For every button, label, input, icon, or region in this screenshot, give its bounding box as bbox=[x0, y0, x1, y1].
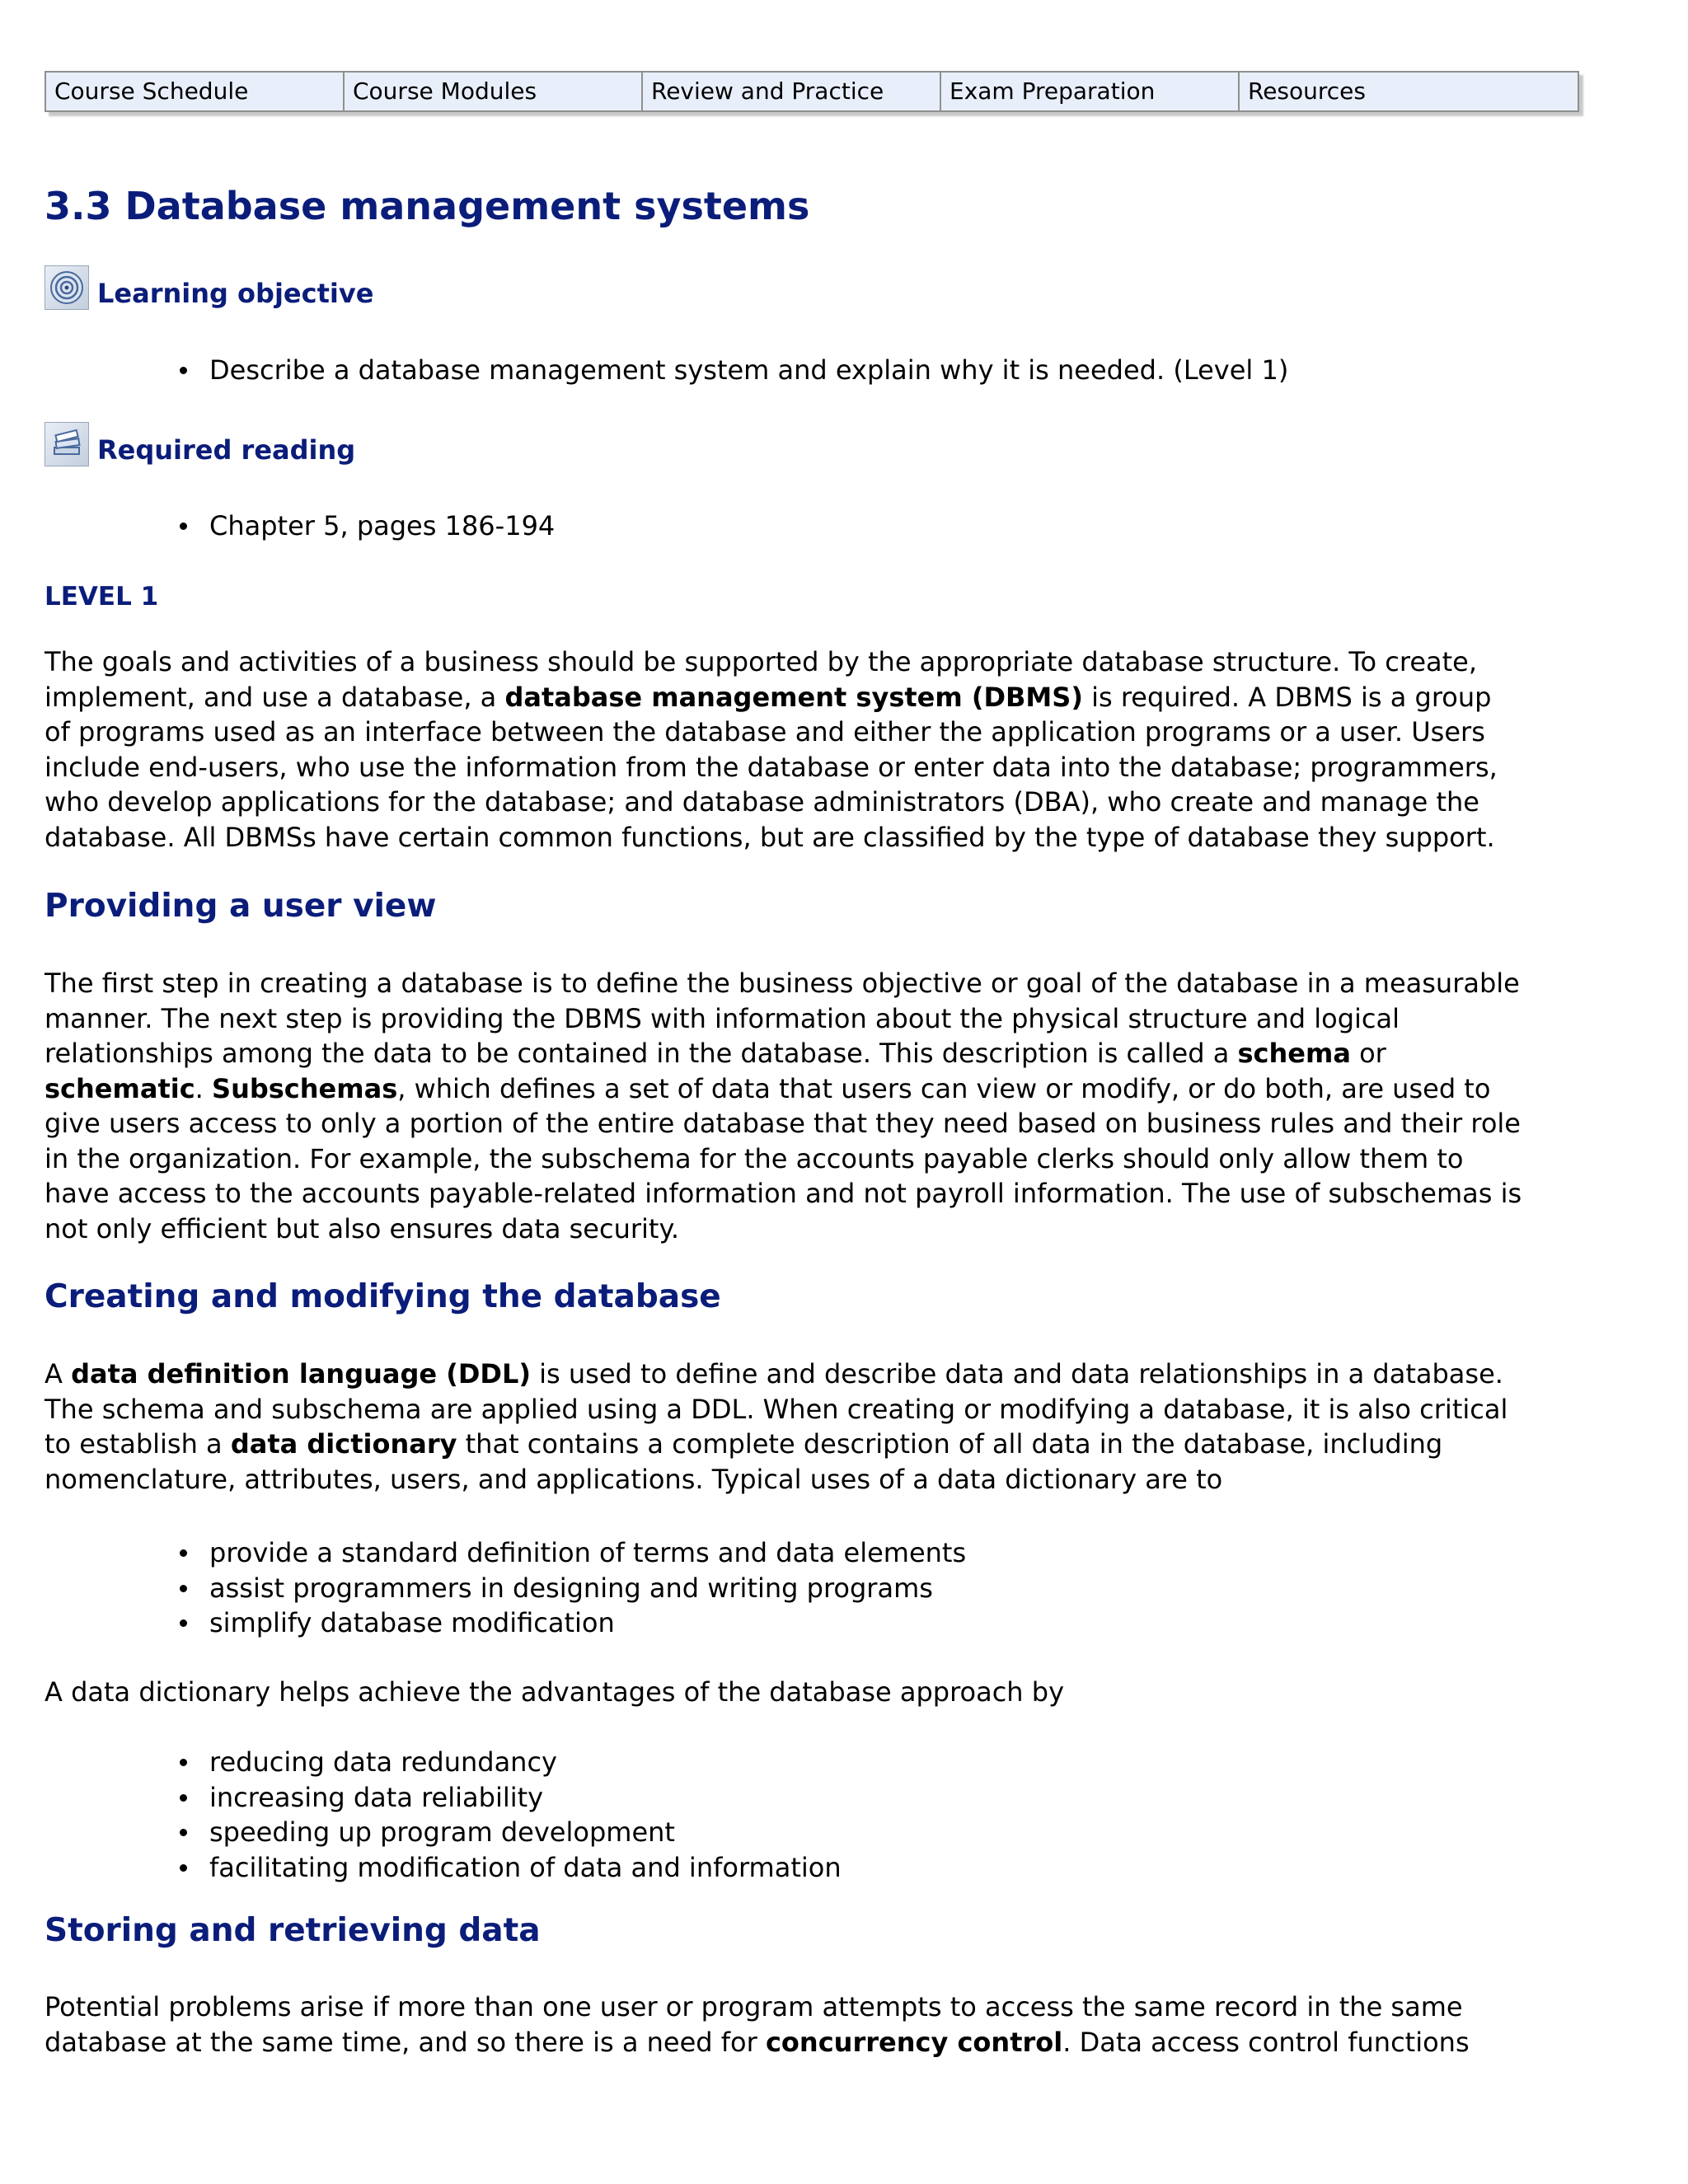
advantages-list bbox=[45, 1745, 842, 1885]
text-run: database at the same time, and so there is a need for bbox=[45, 2026, 766, 2058]
required-reading-list bbox=[45, 509, 555, 544]
text-run: , which defines a set of data that users can view or modify, or do both, are used to bbox=[397, 1072, 1491, 1104]
storing-paragraph bbox=[45, 1990, 1470, 2060]
text-run: include end-users, who use the information from the database or enter data into the database; programmers, bbox=[45, 751, 1498, 783]
paragraph-line bbox=[45, 2025, 1470, 2060]
paragraph-line bbox=[45, 1357, 1503, 1392]
course-nav-bar bbox=[45, 71, 1579, 112]
target-icon bbox=[45, 265, 89, 310]
text-run: A bbox=[45, 1358, 72, 1390]
text-run: The goals and activities of a business should be supported by the appropriate database structure. To create, bbox=[45, 646, 1478, 677]
text-run: in the organization. For example, the subschema for the accounts payable clerks should only allow them to bbox=[45, 1142, 1464, 1174]
list-item: provide a standard definition of terms and data elements bbox=[209, 1535, 966, 1571]
paragraph-line bbox=[45, 1990, 1462, 2025]
text-run: is required. A DBMS is a group bbox=[1082, 681, 1492, 713]
text-run: give users access to only a portion of the entire database that they need based on business rules and their role bbox=[45, 1108, 1521, 1139]
nav-tab-exam-preparation[interactable]: Exam Preparation bbox=[941, 73, 1240, 110]
text-run: database. All DBMSs have certain common functions, but are classified by the type of database they support. bbox=[45, 821, 1495, 853]
paragraph-line bbox=[45, 1212, 1462, 1247]
required-reading-title: Required reading bbox=[97, 434, 356, 466]
list-item: reducing data redundancy bbox=[209, 1745, 842, 1780]
learning-objective-list bbox=[45, 353, 1288, 388]
text-run: The first step in creating a database is to define the business objective or goal of the database in a measurable bbox=[45, 968, 1520, 999]
bold-term: schema bbox=[1237, 1038, 1351, 1069]
text-run: relationships among the data to be contained in the database. This description is called a bbox=[45, 1038, 1238, 1069]
level-label: LEVEL 1 bbox=[45, 582, 159, 612]
page-title: 3.3 Database management systems bbox=[45, 184, 810, 228]
list-item: increasing data reliability bbox=[209, 1780, 842, 1816]
paragraph-line bbox=[45, 750, 1498, 785]
paragraph-line bbox=[45, 1462, 1462, 1497]
list-item: Describe a database management system and explain why it is needed. (Level 1) bbox=[209, 353, 1288, 388]
paragraph-line bbox=[45, 1392, 1508, 1427]
required-reading-header bbox=[45, 422, 355, 466]
nav-tab-review-and-practice[interactable]: Review and Practice bbox=[643, 73, 941, 110]
paragraph-line bbox=[45, 1176, 1522, 1212]
paragraph-line bbox=[45, 966, 1520, 1001]
text-run: is used to define and describe data and data relationships in a database. bbox=[530, 1358, 1503, 1390]
text-run: who develop applications for the database; and database administrators (DBA), who create and manage the bbox=[45, 786, 1479, 818]
list-item: simplify database modification bbox=[209, 1605, 966, 1641]
nav-tab-course-modules[interactable]: Course Modules bbox=[345, 73, 643, 110]
paragraph-line bbox=[45, 1001, 1462, 1037]
data-dictionary-uses-list bbox=[45, 1535, 966, 1641]
paragraph-line bbox=[45, 1427, 1462, 1462]
paragraph-line bbox=[45, 1141, 1462, 1177]
learning-objective-header bbox=[45, 265, 373, 310]
list-item: assist programmers in designing and writing programs bbox=[209, 1571, 966, 1606]
bold-term: concurrency control bbox=[765, 2026, 1063, 2058]
text-run: Potential problems arise if more than one user or program attempts to access the same record in the same bbox=[45, 1991, 1463, 2022]
text-run: not only efficient but also ensures data security. bbox=[45, 1212, 679, 1244]
learning-objective-title: Learning objective bbox=[97, 278, 374, 309]
paragraph-line bbox=[45, 820, 1495, 855]
text-run: have access to the accounts payable-related information and not payroll information. The use of subschemas is bbox=[45, 1178, 1522, 1209]
paragraph-line bbox=[45, 715, 1485, 750]
text-run: of programs used as an interface between the database and either the application programs or a user. Users bbox=[45, 716, 1485, 748]
creating-paragraph bbox=[45, 1357, 1508, 1497]
user-view-paragraph bbox=[45, 966, 1522, 1246]
bold-term: schematic bbox=[45, 1072, 195, 1104]
text-run: . bbox=[195, 1072, 213, 1104]
paragraph-line bbox=[45, 785, 1479, 820]
heading-providing-a-user-view: Providing a user view bbox=[45, 888, 437, 925]
text-run: . Data access control functions bbox=[1062, 2026, 1470, 2058]
paragraph-line bbox=[45, 644, 1478, 680]
bold-term: data dictionary bbox=[230, 1428, 457, 1460]
paragraph-line bbox=[45, 680, 1492, 715]
paragraph-line bbox=[45, 1106, 1521, 1141]
text-run: manner. The next step is providing the DBMS with information about the physical structure and logical bbox=[45, 1002, 1400, 1034]
text-run: that contains a complete description of all data in the database, including bbox=[457, 1428, 1443, 1460]
intro-paragraph bbox=[45, 644, 1498, 855]
text-run: to establish a bbox=[45, 1428, 231, 1460]
paragraph-line bbox=[45, 1036, 1462, 1071]
text-run: The schema and subschema are applied using a DDL. When creating or modifying a database, it is also critical bbox=[45, 1393, 1508, 1425]
bold-term: Subschemas bbox=[212, 1072, 398, 1104]
nav-tab-course-schedule[interactable]: Course Schedule bbox=[46, 73, 345, 110]
list-item: speeding up program development bbox=[209, 1815, 842, 1850]
text-run: or bbox=[1350, 1038, 1386, 1069]
paragraph-line bbox=[45, 1071, 1491, 1107]
nav-tab-resources[interactable]: Resources bbox=[1248, 77, 1366, 105]
advantages-intro: A data dictionary helps achieve the advantages of the database approach by bbox=[45, 1676, 1064, 1708]
list-item: facilitating modification of data and information bbox=[209, 1850, 842, 1886]
heading-creating-and-modifying: Creating and modifying the database bbox=[45, 1278, 721, 1315]
bold-term: database management system (DBMS) bbox=[504, 681, 1083, 713]
text-run: nomenclature, attributes, users, and applications. Typical uses of a data dictionary are to bbox=[45, 1463, 1223, 1495]
books-icon bbox=[45, 422, 89, 466]
bold-term: data definition language (DDL) bbox=[71, 1358, 531, 1390]
text-run: implement, and use a database, a bbox=[45, 681, 505, 713]
heading-storing-and-retrieving: Storing and retrieving data bbox=[45, 1912, 541, 1949]
list-item: Chapter 5, pages 186-194 bbox=[209, 509, 555, 544]
